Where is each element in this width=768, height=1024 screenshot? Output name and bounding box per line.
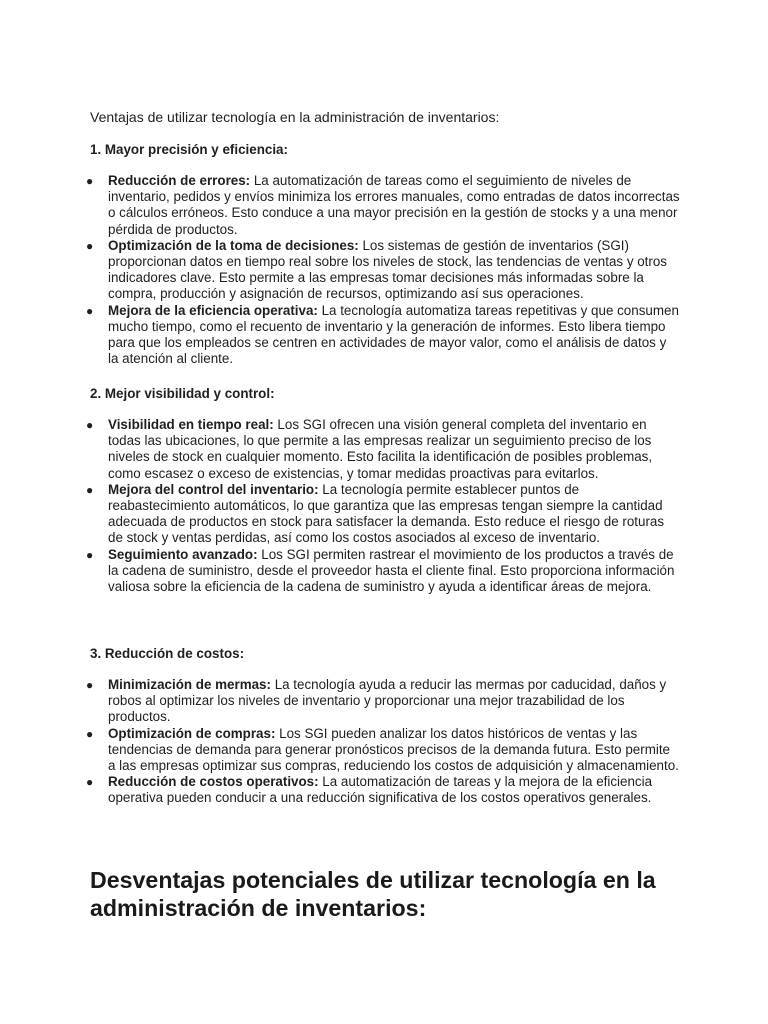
- item-text: La automatización de tareas como el seguimiento de niveles de inventario, pedidos y envíos minimiza los errores manuales, como entradas de datos incorrectas o cálculos erróneos. Esto conduce a una mayor precisión en la gestión de stocks y a una menor pérdida de productos.: [108, 173, 680, 237]
- bullet-list-1: [86, 173, 680, 367]
- bullet-icon: ●: [86, 238, 94, 253]
- item-text: La automatización de tareas y la mejora de la eficiencia operativa pueden conducir a una reducción significativa de los costos operativos generales.: [108, 774, 653, 806]
- bullet-icon: ●: [86, 547, 94, 562]
- bullet-icon: ●: [86, 174, 94, 188]
- item-text: Los SGI permiten rastrear el movimiento de los productos a través de la cadena de suministro, desde el proveedor hasta el cliente final. Esto proporciona información valiosa sobre la eficiencia de la cadena de suministro y ayuda a identificar áreas de mejora.: [108, 546, 675, 595]
- section-heading-1: 1. Mayor precisión y eficiencia:: [90, 142, 288, 157]
- item-text: Los SGI ofrecen una visión general completa del inventario en todas las ubicaciones, lo que permite a las empresas realizar un seguimiento preciso de los niveles de stock en cualquier momento. Esto facilita la identificación de posibles problemas, como escasez o exceso de existencias, y tomar medidas proactivas para evitarlos.: [108, 417, 653, 481]
- item-term: Minimización de mermas:: [108, 677, 271, 692]
- list-item: [86, 546, 680, 596]
- disadvantages-heading: Desventajas potenciales de utilizar tecnología en la administración de inventarios:: [90, 867, 656, 921]
- list-item: [86, 237, 680, 303]
- item-term: Seguimiento avanzado:: [108, 546, 258, 562]
- item-term: Optimización de la toma de decisiones:: [108, 237, 359, 253]
- intro-text: Ventajas de utilizar tecnología en la administración de inventarios:: [90, 109, 500, 125]
- item-term: Optimización de compras:: [108, 725, 276, 741]
- item-text: La tecnología automatiza tareas repetitivas y que consumen mucho tiempo, como el recuento de inventario y la generación de informes. Esto libera tiempo para que los empleados se centren en actividades de mayor valor, como el análisis de datos y la atención al cliente.: [108, 302, 679, 367]
- item-text: Los sistemas de gestión de inventarios (SGI) proporcionan datos en tiempo real sobre los niveles de stock, las tendencias de ventas y otros indicadores clave. Esto permite a las empresas tomar decisiones más informadas sobre la compra, producción y asignación de recursos, optimizando así sus operaciones.: [108, 237, 668, 302]
- list-item: [86, 417, 680, 482]
- section-heading-2: 2. Mejor visibilidad y control:: [90, 386, 275, 401]
- bullet-icon: ●: [86, 303, 94, 318]
- item-text: La tecnología ayuda a reducir las mermas por caducidad, daños y robos al optimizar los niveles de inventario y proporcionar una mejor trazabilidad de los productos.: [108, 677, 667, 725]
- bullet-list-3: [86, 677, 680, 807]
- item-term: Mejora del control del inventario:: [108, 481, 319, 497]
- item-term: Visibilidad en tiempo real:: [108, 417, 274, 432]
- bullet-list-2: [86, 417, 680, 595]
- item-term: Reducción de errores:: [108, 173, 251, 188]
- item-term: Mejora de la eficiencia operativa:: [108, 302, 318, 318]
- item-term: Reducción de costos operativos:: [108, 774, 319, 790]
- item-text: Los SGI pueden analizar los datos históricos de ventas y las tendencias de demanda para generar pronósticos precisos de la demanda futura. Esto permite a las empresas optimizar sus compras, reduciendo los costos de adquisición y almacenamiento.: [108, 725, 679, 774]
- bullet-icon: ●: [86, 726, 94, 741]
- list-item: [86, 725, 680, 775]
- list-item: [86, 677, 680, 726]
- item-text: La tecnología permite establecer puntos de reabastecimiento automáticos, lo que garantiza que las empresas tengan siempre la cantidad adecuada de productos en stock para satisfacer la demanda. Esto reduce el riesgo de roturas de stock y ventas perdidas, así como los costos asociados al exceso de inventario.: [108, 481, 665, 546]
- list-item: [86, 302, 680, 368]
- list-item: [86, 481, 680, 547]
- section-heading-3: 3. Reducción de costos:: [90, 646, 245, 661]
- bullet-icon: ●: [86, 678, 94, 692]
- bullet-icon: ●: [86, 418, 94, 432]
- list-item: [86, 173, 680, 238]
- bullet-icon: ●: [86, 775, 94, 790]
- list-item: [86, 774, 680, 806]
- bullet-icon: ●: [86, 482, 94, 497]
